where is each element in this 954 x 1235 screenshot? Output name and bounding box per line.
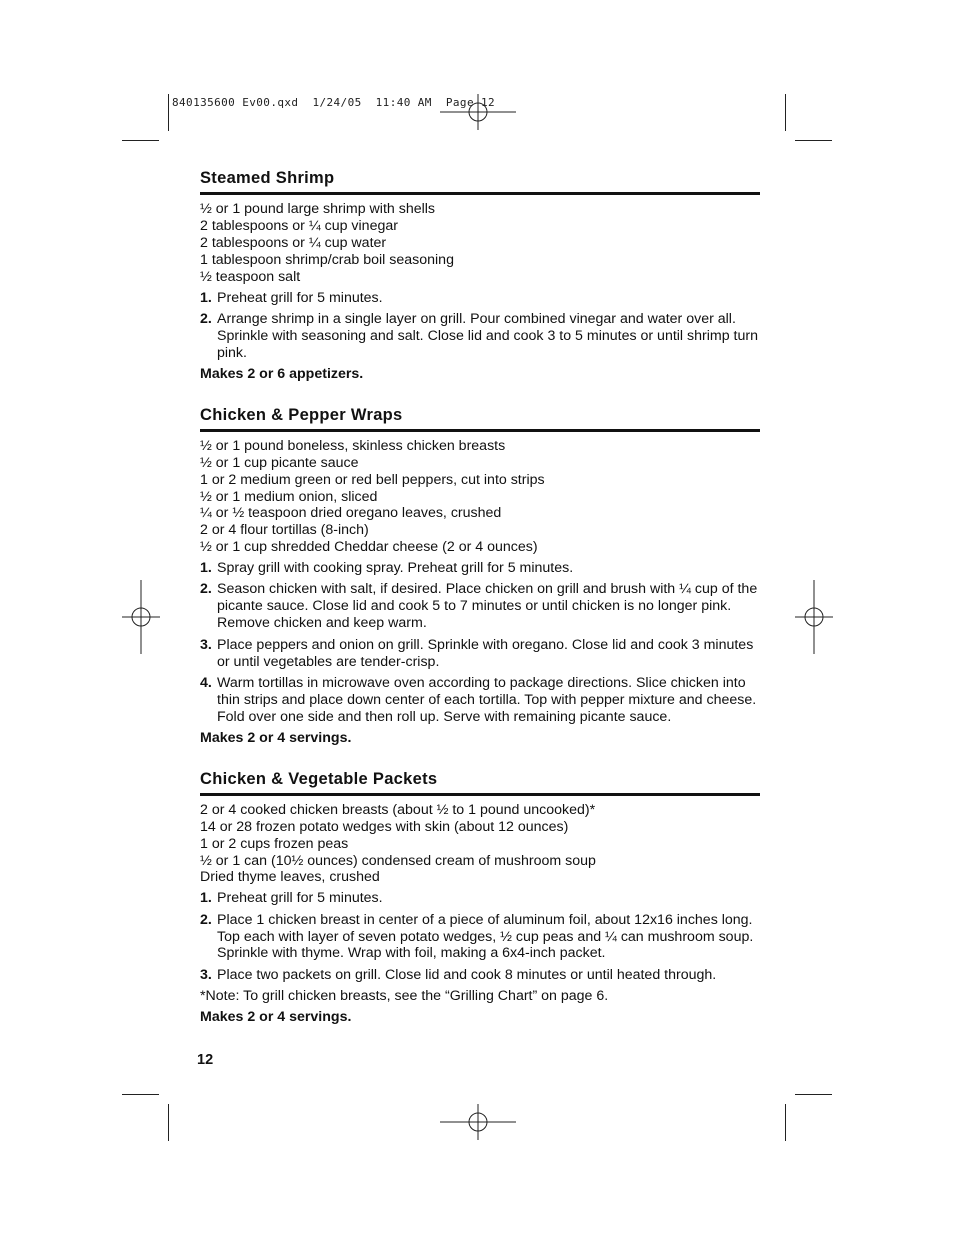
step-item [200,581,760,632]
crop-mark-bottom-left-vertical [168,1104,169,1141]
step-item [200,290,760,307]
step-list [200,890,760,983]
ingredient-list [200,802,760,887]
step-text: Place peppers and onion on grill. Sprinkle with oregano. Close lid and cook 3 minutes or until vegetables are tender-crisp. [217,636,754,670]
ingredient-item: ½ or 1 pound large shrimp with shells [200,201,436,217]
ingredient-list [200,201,760,286]
step-list [200,560,760,725]
ingredient-item: 2 or 4 flour tortillas (8-inch) [200,522,369,539]
step-item [200,912,760,963]
recipe-title: Chicken & Vegetable Packets [200,769,760,796]
registration-mark-top [440,94,516,130]
step-list [200,290,760,362]
registration-mark-left [122,580,160,654]
ingredient-item: 2 or 4 cooked chicken breasts (about ½ to 1 pound uncooked)* [200,801,596,818]
ingredient-item: ¼ or ½ teaspoon dried oregano leaves, crushed [200,505,502,522]
step-text: Arrange shrimp in a single layer on grill. Pour combined vinegar and water over all. Sprinkle with seasoning and salt. Close lid and cook 3 to 5 minutes or until shrimp turn pink. [217,310,758,361]
step-number: 1. [200,560,212,577]
step-number: 3. [200,636,212,653]
ingredient-item: ½ teaspoon salt [200,268,301,285]
ingredient-item: 1 or 2 medium green or red bell peppers, cut into strips [200,471,545,488]
step-text: Spray grill with cooking spray. Preheat grill for 5 minutes. [217,560,574,577]
crop-mark-top-right-vertical [785,94,786,131]
step-number: 4. [200,674,212,691]
registration-mark-right [795,580,833,654]
ingredient-item: ½ or 1 medium onion, sliced [200,488,378,505]
crop-mark-top-left-vertical [168,94,169,131]
step-number: 1. [200,890,212,907]
step-text: Preheat grill for 5 minutes. [217,890,383,907]
ingredient-item: 2 tablespoons or ¼ cup vinegar [200,217,398,234]
ingredient-item: ½ or 1 can (10½ ounces) condensed cream of mushroom soup [200,852,596,869]
step-item [200,890,760,907]
recipe-yield: Makes 2 or 4 servings. [200,1009,352,1026]
ingredient-item: 14 or 28 frozen potato wedges with skin (about 12 ounces) [200,818,569,835]
ingredient-item: 1 or 2 cups frozen peas [200,835,349,852]
step-number: 2. [200,911,212,928]
recipe-title: Steamed Shrimp [200,168,760,195]
ingredient-item: Dried thyme leaves, crushed [200,869,380,886]
step-item [200,967,760,984]
recipe-steamed-shrimp [200,168,760,383]
step-number: 1. [200,289,212,306]
step-text: Preheat grill for 5 minutes. [217,289,383,306]
printer-slug: 840135600 Ev00.qxd 1/24/05 11:40 AM Page 12 [172,96,496,109]
step-text: Season chicken with salt, if desired. Place chicken on grill and brush with ¼ cup of the picante sauce. Close lid and cook 5 to 7 minutes or until chicken is no longer pink. Remove chicken and keep warm. [217,581,758,632]
ingredient-item: ½ or 1 pound boneless, skinless chicken breasts [200,437,506,454]
crop-mark-top-left-horizontal [122,140,159,141]
crop-mark-bottom-right-vertical [785,1104,786,1141]
crop-mark-bottom-right-horizontal [795,1094,832,1095]
step-text: Warm tortillas in microwave oven according to package directions. Slice chicken into thin strips and place down center of each tortilla. Top with pepper mixture and cheese. Fold over one side and then roll up. Serve with remaining picante sauce. [217,674,757,725]
step-text: Place 1 chicken breast in center of a piece of aluminum foil, about 12x16 inches long. Top each with layer of seven potato wedges, ½ cup peas and ¼ can mushroom soup. Sprinkle with thyme. Wrap with foil, making a 6x4-inch packet. [217,911,754,962]
step-text: Place two packets on grill. Close lid and cook 8 minutes or until heated through. [217,966,717,983]
step-number: 3. [200,966,212,983]
page-number: 12 [197,1052,214,1068]
step-number: 2. [200,581,212,598]
step-item [200,560,760,577]
recipe-chicken-pepper-wraps [200,405,760,747]
ingredient-item: ½ or 1 cup picante sauce [200,454,359,471]
registration-mark-bottom [440,1104,516,1140]
step-item [200,675,760,726]
ingredient-item: 1 tablespoon shrimp/crab boil seasoning [200,251,454,268]
recipe-note: *Note: To grill chicken breasts, see the “Grilling Chart” on page 6. [200,988,609,1005]
recipe-yield: Makes 2 or 6 appetizers. [200,365,364,382]
step-number: 2. [200,310,212,327]
crop-mark-top-right-horizontal [795,140,832,141]
ingredient-item: ½ or 1 cup shredded Cheddar cheese (2 or 4 ounces) [200,539,538,556]
step-item [200,637,760,671]
ingredient-item: 2 tablespoons or ¼ cup water [200,234,387,251]
recipe-yield: Makes 2 or 4 servings. [200,729,352,746]
recipe-page [200,168,760,1026]
recipe-chicken-vegetable-packets [200,769,760,1026]
crop-mark-bottom-left-horizontal [122,1094,159,1095]
recipe-title: Chicken & Pepper Wraps [200,405,760,432]
step-item [200,311,760,362]
ingredient-list [200,438,760,556]
